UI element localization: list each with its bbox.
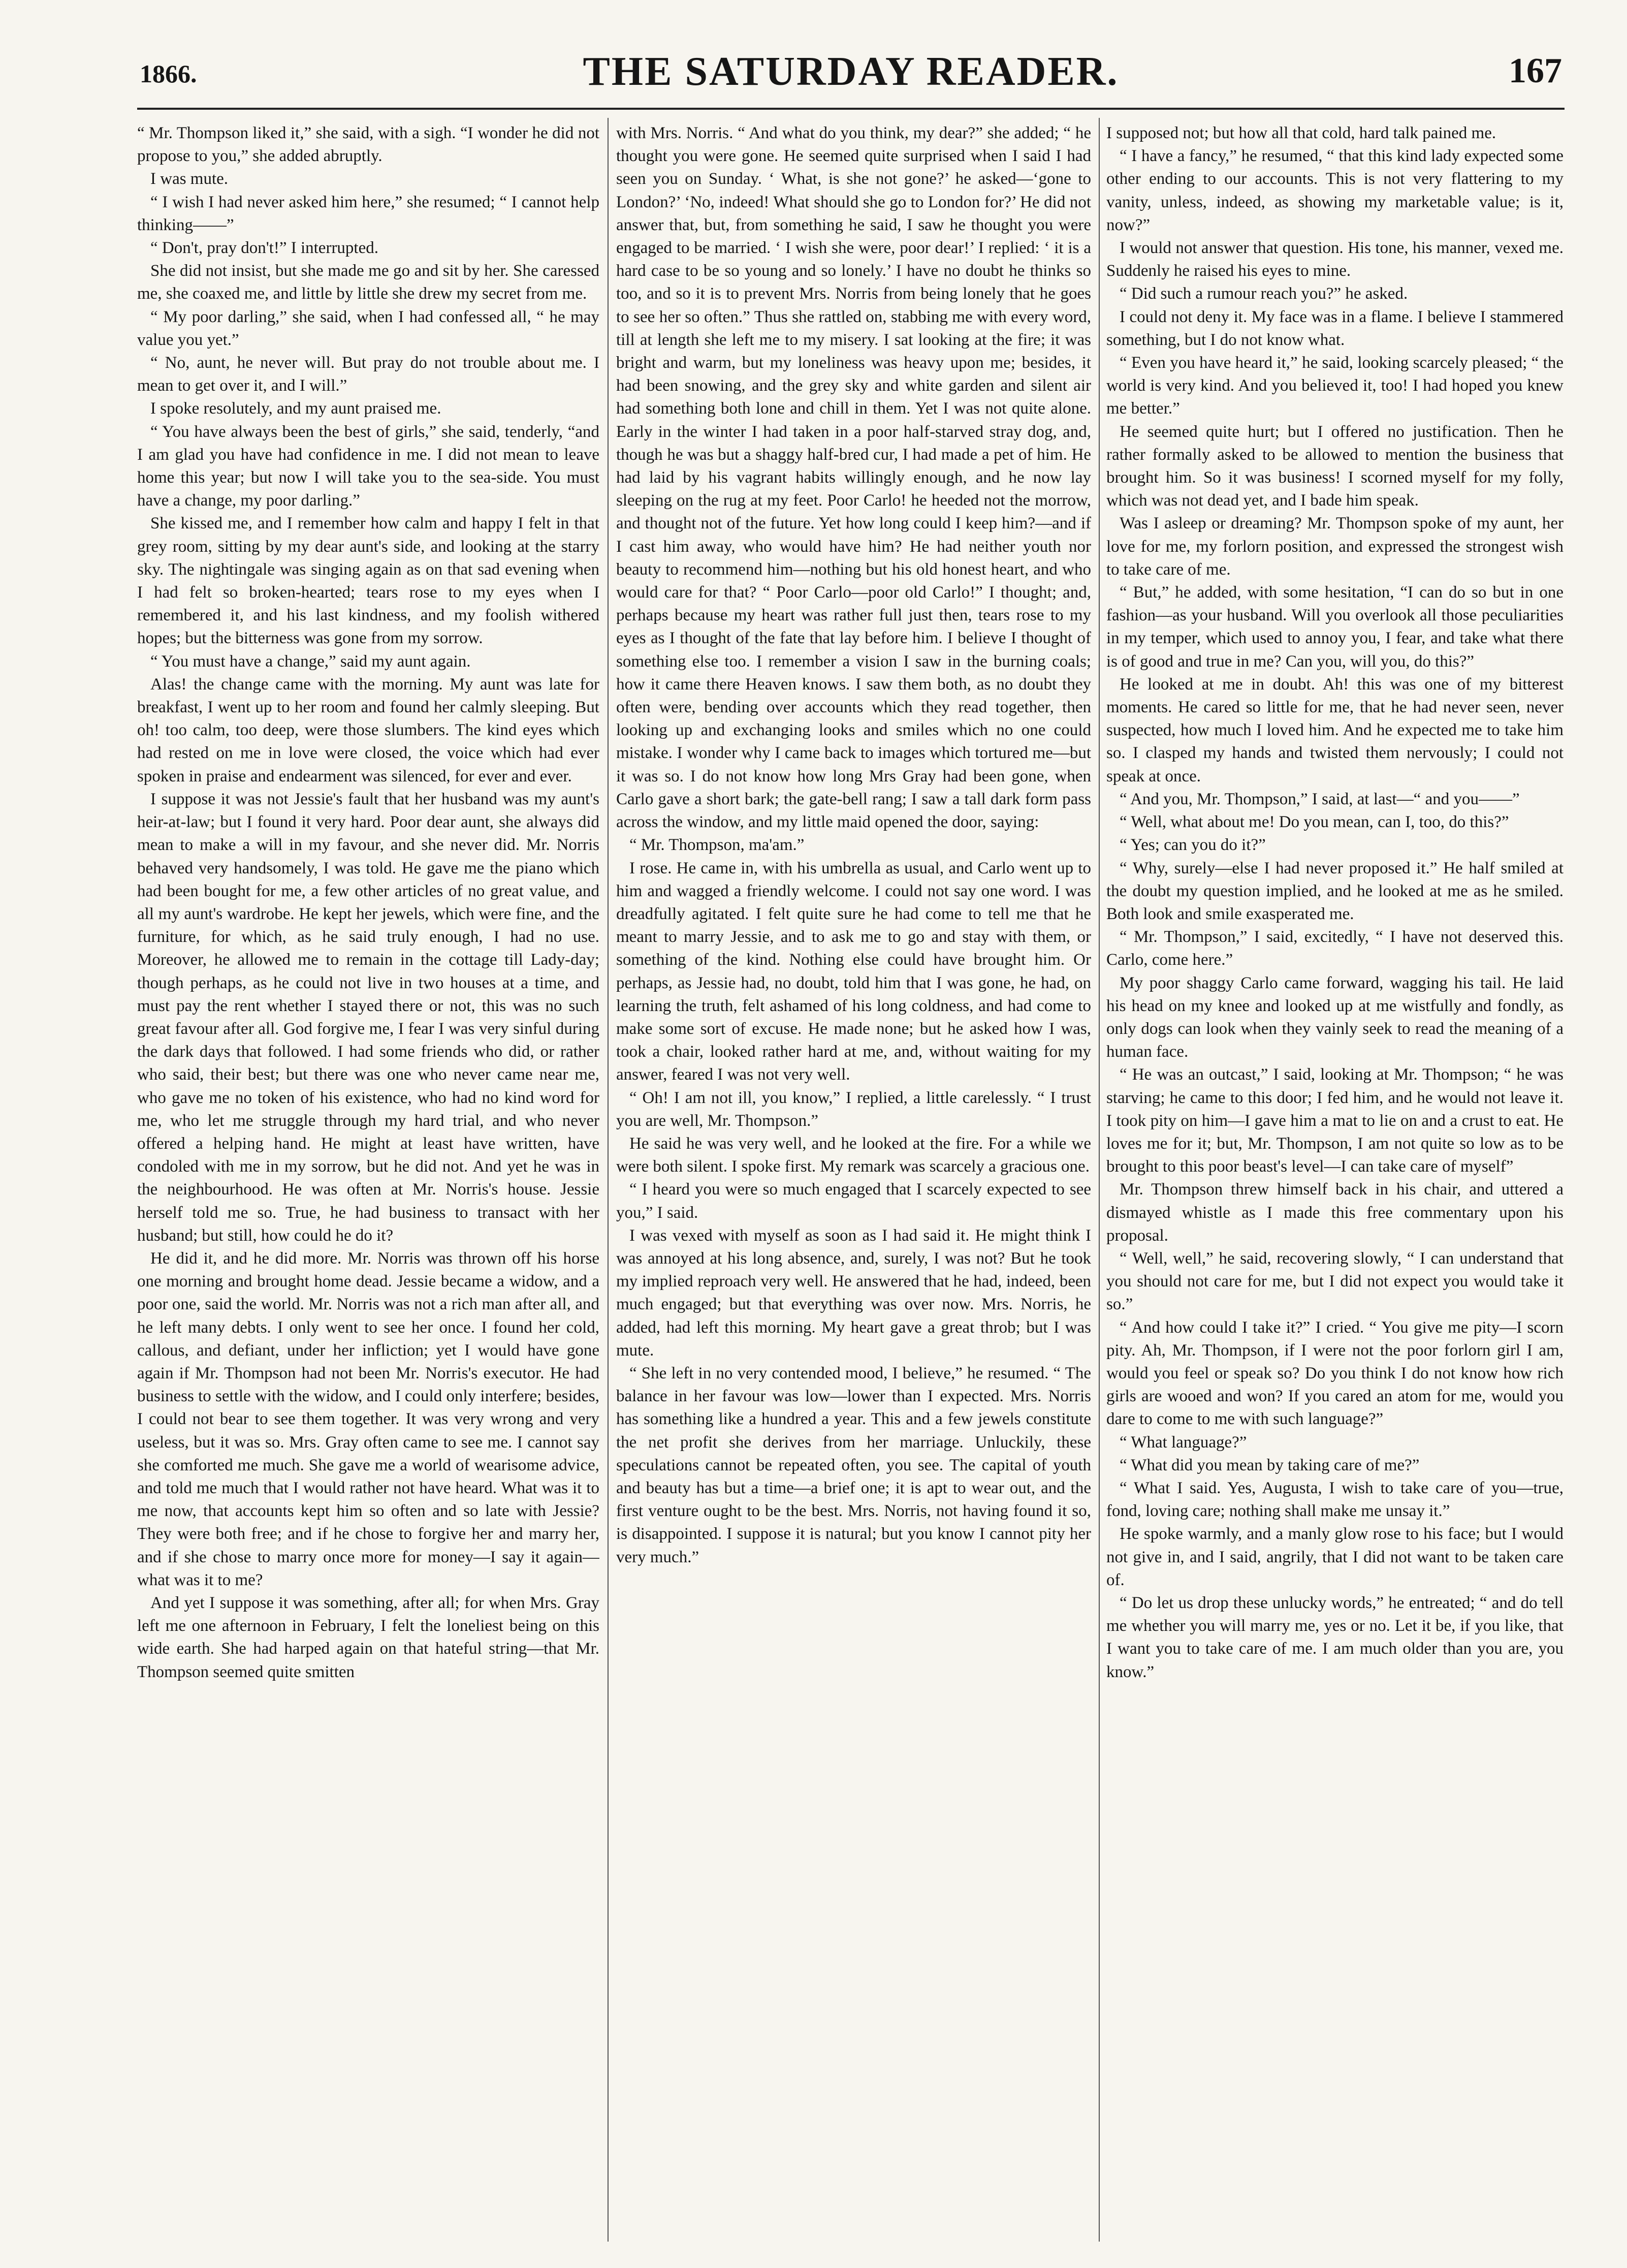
- article-paragraph: with Mrs. Norris. “ And what do you think, my dear?” she added; “ he thought you were gone. He seemed quite surprised when I said I had seen you on Sunday. ‘ What, is she not gone?’ he asked—‘gone to London?’ ‘No, indeed! What should she go to London for?’ He did not answer that, but, from something he said, I saw he thought you were engaged to be married. ‘ I wish she were, poor dear!’ I replied: ‘ it is a hard case to be so young and so lonely.’ I have no doubt he thinks so too, and so it is to prevent Mrs. Norris from being lonely that he goes to see her so often.” Thus she rattled on, stabbing me with every word, till at length she left me to my misery. I sat looking at the fire; it was bright and warm, but my loneliness was heavy upon me; besides, it had been snowing, and the grey sky and white garden and silent air had something both lone and chill in them. Yet I was not quite alone. Early in the winter I had taken in a poor half-starved stray dog, and, though he was but a shaggy half-bred cur, I had made a pet of him. He had laid by his vagrant habits willingly enough, and he now lay sleeping on the rug at my feet. Poor Carlo! he heeded not the morrow, and thought not of the future. Yet how long could I keep him?—and if I cast him away, who would have him? He had neither youth nor beauty to recommend him—nothing but his old honest heart, and who would care for that? “ Poor Carlo—poor old Carlo!” I thought; and, perhaps because my heart was rather full just then, tears rose to my eyes as I thought of the fate that lay before him. I believe I thought of something else too. I remember a vision I saw in the burning coals; how it came there Heaven knows. I saw them both, as no doubt they often were, bending over accounts which they read together, then looking up and exchanging looks and smiles which no one could mistake. I wonder why I came back to images which tortured me—but it was so. I do not know how long Mrs Gray had been gone, when Carlo gave a short bark; the gate-bell rang; I saw a tall dark form pass across the window, and my little maid opened the door, saying:: [616, 124, 1091, 832]
- text-column-1: [137, 122, 599, 2246]
- article-paragraph: “ I heard you were so much engaged that I scarcely expected to see you,” I said.: [616, 1180, 1091, 1222]
- article-paragraph: “ Mr. Thompson liked it,” she said, with a sigh. “I wonder he did not propose to you,” she added abruptly.: [137, 124, 599, 166]
- header-rule: [137, 108, 1565, 110]
- article-paragraph: He seemed quite hurt; but I offered no justification. Then he rather formally asked to be allowed to mention the business that brought him. So it was business! I scorned myself for my folly, which was not dead yet, and I bade him speak.: [1106, 422, 1564, 510]
- article-paragraph: I was mute.: [150, 170, 229, 188]
- article-paragraph: I supposed not; but how all that cold, hard talk pained me.: [1106, 124, 1496, 142]
- article-paragraph: I rose. He came in, with his umbrella as usual, and Carlo went up to him and wagged a friendly welcome. I could not say one word. I was dreadfully agitated. I felt quite sure he had come to tell me that he meant to marry Jessie, and to ask me to go and stay with them, or something of the kind. Nothing else could have brought him. Or perhaps, as Jessie had, no doubt, told him that I was gone, he had, on learning the truth, felt ashamed of his long coldness, and had come to make some sort of excuse. He made none; but he asked how I was, took a chair, looked rather hard at me, and, without waiting for my answer, feared I was not very well.: [616, 859, 1091, 1084]
- article-paragraph: “ He was an outcast,” I said, looking at Mr. Thompson; “ he was starving; he came to this door; I fed him, and he would not leave it. I took pity on him—I gave him a mat to lie on and a crust to eat. He loves me for it; but, Mr. Thompson, I am not quite so low as to be brought to this poor beast's level—I can take care of myself”: [1106, 1065, 1564, 1176]
- newspaper-title: THE SATURDAY READER.: [583, 49, 1119, 94]
- article-paragraph: My poor shaggy Carlo came forward, wagging his tail. He laid his head on my knee and looked up at me wistfully and fondly, as only dogs can look when they vainly seek to read the meaning of a human face.: [1106, 973, 1564, 1061]
- page-number: 167: [1509, 51, 1562, 90]
- article-paragraph: He looked at me in doubt. Ah! this was one of my bitterest moments. He cared so little for me, that he had never seen, never suspected, how much I loved him. And he expected me to take him so. I clasped my hands and twisted them nervously; I could not speak at once.: [1106, 675, 1564, 785]
- article-paragraph: “ Don't, pray don't!” I interrupted.: [150, 239, 378, 258]
- text-column-2: [616, 122, 1091, 2246]
- article-paragraph: “ Oh! I am not ill, you know,” I replied, a little carelessly. “ I trust you are well, Mr. Thompson.”: [616, 1088, 1091, 1130]
- page-header: [140, 40, 1562, 101]
- article-paragraph: Was I asleep or dreaming? Mr. Thompson spoke of my aunt, her love for me, my forlorn position, and expressed the strongest wish to take care of me.: [1106, 514, 1564, 579]
- article-paragraph: “ What I said. Yes, Augusta, I wish to take care of you—true, fond, loving care; nothing shall make me unsay it.”: [1106, 1478, 1564, 1521]
- article-paragraph: And yet I suppose it was something, after all; for when Mrs. Gray left me one afternoon in February, I felt the loneliest being on this wide earth. She had harped again on that hateful string—that Mr. Thompson seemed quite smitten: [137, 1594, 599, 1681]
- issue-year: 1866.: [140, 59, 197, 88]
- article-paragraph: I was vexed with myself as soon as I had said it. He might think I was annoyed at his long absence, and, surely, I was not? But he took my implied reproach very well. He answered that he had, indeed, been much engaged; but that everything was over now. Mrs. Norris, he added, had left this morning. My heart gave a great throb; but I was mute.: [616, 1226, 1091, 1360]
- article-paragraph: “ She left in no very contended mood, I believe,” he resumed. “ The balance in her favour was low—lower than I expected. Mrs. Norris has something like a hundred a year. This and a few jewels constitute the net profit she derives from her marriage. Unluckily, these speculations cannot be repeated often, you see. The capital of youth and beauty has but a time—a brief one; it is apt to wear out, and the first venture ought to be the best. Mrs. Norris, not having found it so, is disappointed. I suppose it is natural; but you know I cannot pity her very much.”: [616, 1364, 1091, 1566]
- article-paragraph: He spoke warmly, and a manly glow rose to his face; but I would not give in, and I said, angrily, that I did not want to be taken care of.: [1106, 1525, 1564, 1589]
- article-paragraph: “ Well, what about me! Do you mean, can I, too, do this?”: [1120, 813, 1509, 832]
- article-paragraph: “ And you, Mr. Thompson,” I said, at last—“ and you——”: [1120, 790, 1520, 808]
- article-paragraph: “ Even you have heard it,” he said, looking scarcely pleased; “ the world is very kind. And you believed it, too! I had hoped you knew me better.”: [1106, 354, 1564, 418]
- article-paragraph: “ Mr. Thompson,” I said, excitedly, “ I have not deserved this. Carlo, come here.”: [1106, 928, 1564, 969]
- article-paragraph: “ You have always been the best of girls,” she said, tenderly, “and I am glad you have had confidence in me. I did not mean to leave home this year; but now I will take you to the sea-side. You must have a change, my poor darling.”: [137, 422, 599, 510]
- article-paragraph: She did not insist, but she made me go and sit by her. She caressed me, she coaxed me, and little by little she drew my secret from me.: [137, 262, 599, 303]
- article-paragraph: “ Well, well,” he said, recovering slowly, “ I can understand that you should not care for me, but I did not expect you would take it so.”: [1106, 1249, 1564, 1314]
- article-paragraph: Alas! the change came with the morning. My aunt was late for breakfast, I went up to her room and found her calmly sleeping. But oh! too calm, too deep, were those slumbers. The kind eyes which had rested on me in love were closed, the voice which had ever spoken in praise and endearment was silenced, for ever and ever.: [137, 675, 599, 785]
- column-divider: [1099, 118, 1100, 2242]
- article-paragraph: “ I wish I had never asked him here,” she resumed; “ I cannot help thinking——”: [137, 193, 599, 234]
- article-paragraph: Mr. Thompson threw himself back in his chair, and uttered a dismayed whistle as I made this free commentary upon his proposal.: [1106, 1180, 1564, 1245]
- article-paragraph: “ But,” he added, with some hesitation, “I can do so but in one fashion—as your husband. Will you overlook all those peculiarities in my temper, which used to annoy you, I fear, and take what there is of good and true in me? Can you, will you, do this?”: [1106, 583, 1564, 671]
- article-paragraph: He did it, and he did more. Mr. Norris was thrown off his horse one morning and brought home dead. Jessie became a widow, and a poor one, said the world. Mr. Norris was not a rich man after all, and he left many debts. I only went to see her once. I found her cold, callous, and defiant, under her infliction; yet I would have gone again if Mr. Thompson had not been Mr. Norris's executor. He had business to settle with the widow, and I could only interfere; besides, I could not bear to see them together. It was very wrong and very useless, but it was so. Mrs. Gray often came to see me. I cannot say she comforted me much. She gave me a world of wearisome advice, and told me much that I would rather not have heard. What was it to me now, that accounts kept him so often and so late with Jessie? They were both free; and if he chose to forgive her and marry her, and if she chose to marry once more for money—I say it again—what was it to me?: [137, 1249, 599, 1589]
- article-paragraph: I spoke resolutely, and my aunt praised me.: [150, 399, 441, 418]
- article-paragraph: “ No, aunt, he never will. But pray do not trouble about me. I mean to get over it, and I will.”: [137, 354, 599, 395]
- article-paragraph: “ I have a fancy,” he resumed, “ that this kind lady expected some other ending to our accounts. This is not very flattering to my vanity, unless, indeed, as showing my marketable value; is it, now?”: [1106, 147, 1564, 234]
- article-paragraph: “ Do let us drop these unlucky words,” he entreated; “ and do tell me whether you will marry me, yes or no. Let it be, if you like, that I want you to take care of me. I am much older than you are, you know.”: [1106, 1594, 1564, 1681]
- article-paragraph: “ You must have a change,” said my aunt again.: [150, 652, 471, 671]
- article-paragraph: “ Yes; can you do it?”: [1120, 836, 1266, 855]
- article-paragraph: “ And how could I take it?” I cried. “ You give me pity—I scorn pity. Ah, Mr. Thompson, if I were not the poor forlorn girl I am, would you feel or speak so? Do you think I do not know how rich girls are wooed and won? If you cared an atom for me, would you dare to come to me with such language?”: [1106, 1318, 1564, 1429]
- article-paragraph: “ Why, surely—else I had never proposed it.” He half smiled at the doubt my question implied, and he looked at me as he smiled. Both look and smile exasperated me.: [1106, 859, 1564, 923]
- article-paragraph: He said he was very well, and he looked at the fire. For a while we were both silent. I spoke first. My remark was scarcely a gracious one.: [616, 1134, 1091, 1176]
- article-paragraph: I would not answer that question. His tone, his manner, vexed me. Suddenly he raised his eyes to mine.: [1106, 239, 1564, 280]
- article-paragraph: “ Did such a rumour reach you?” he asked.: [1120, 285, 1408, 303]
- column-divider: [608, 118, 609, 2242]
- article-paragraph: “ What did you mean by taking care of me?”: [1120, 1456, 1420, 1474]
- article-paragraph: I suppose it was not Jessie's fault that her husband was my aunt's heir-at-law; but I found it very hard. Poor dear aunt, she always did mean to make a will in my favour, and she never did. Mr. Norris behaved very handsomely, I was told. He gave me the piano which had been bought for me, a few other articles of no great value, and all my aunt's wardrobe. He kept her jewels, which were fine, and the furniture, for which, as he said truly enough, I had no use. Moreover, he allowed me to remain in the cottage till Lady-day; though perhaps, as he could not live in two houses at a time, and must pay the rent whether I stayed there or not, this was no such great favour after all. God forgive me, I fear I was very sinful during the dark days that followed. I had some friends who did, or rather who said, their best; but there was one who never came near me, who gave me no token of his existence, who had no kind word for me, who let me struggle through my hard trial, and who never offered a helping hand. He might at least have written, have condoled with me in my sorrow, but he did not. And yet he was in the neighbourhood. He was often at Mr. Norris's house. Jessie herself told me so. True, he had business to transact with her husband; but still, how could he do it?: [137, 790, 599, 1245]
- text-column-3: [1106, 122, 1564, 2246]
- article-paragraph: She kissed me, and I remember how calm and happy I felt in that grey room, sitting by my dear aunt's side, and looking at the starry sky. The nightingale was singing again as on that sad evening when I had felt so broken-hearted; tears rose to my eyes when I remembered it, and his last kindness, and my foolish withered hopes; but the bitterness was gone from my sorrow.: [137, 514, 599, 648]
- article-paragraph: “ My poor darling,” she said, when I had confessed all, “ he may value you yet.”: [137, 307, 599, 349]
- article-paragraph: I could not deny it. My face was in a flame. I believe I stammered something, but I do not know what.: [1106, 307, 1564, 349]
- article-paragraph: “ What language?”: [1120, 1433, 1247, 1452]
- article-paragraph: “ Mr. Thompson, ma'am.”: [629, 836, 805, 855]
